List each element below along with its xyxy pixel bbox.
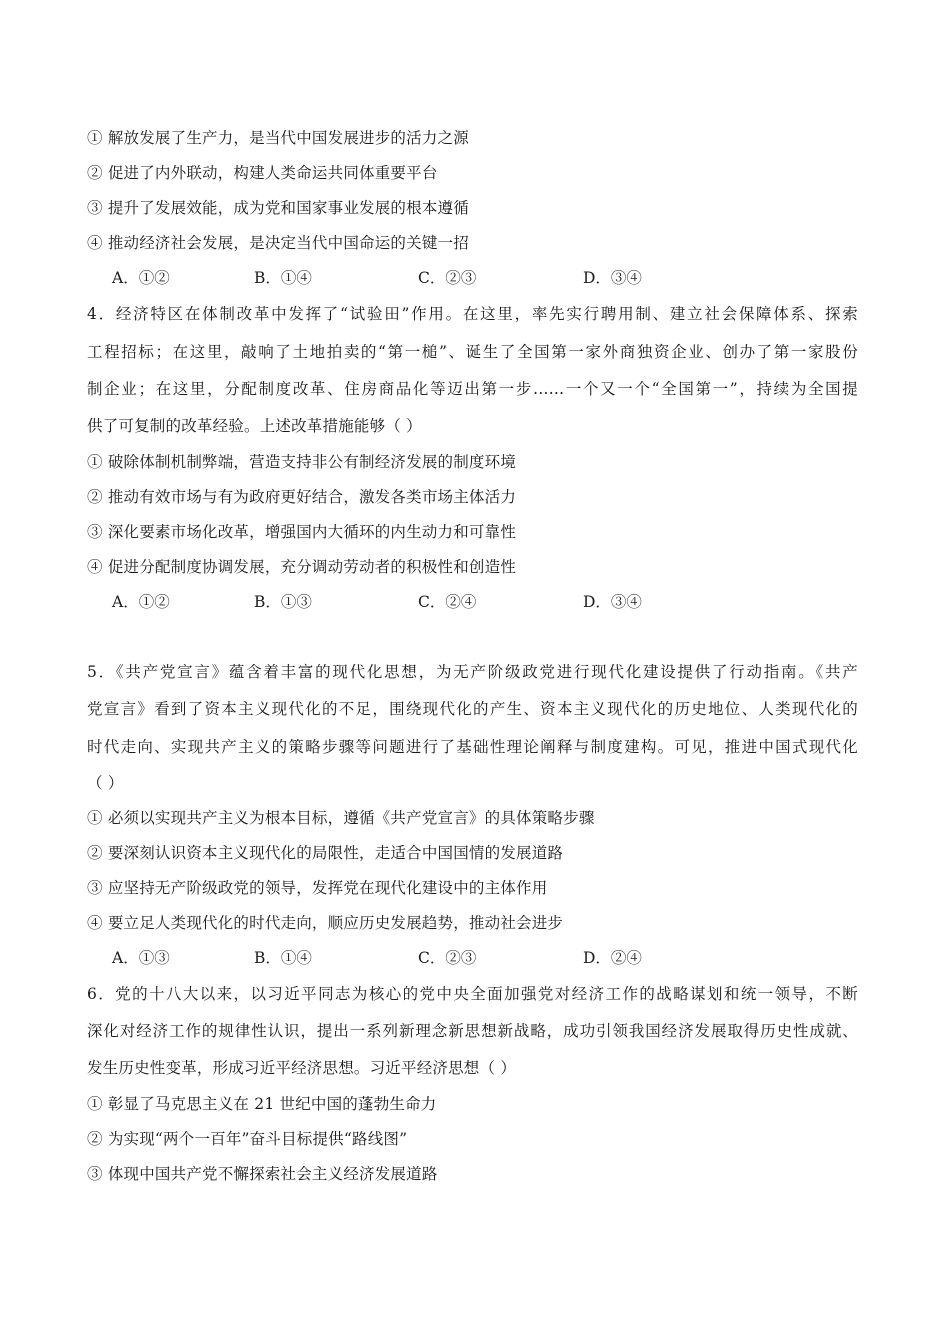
option-d[interactable]: D．③④ [583, 593, 642, 611]
question-stem-line: 深化对经济工作的规律性认识，提出一系列新理念新思想新战略，成功引领我国经济发展取得历史性成就、 [87, 1022, 858, 1040]
question-stem-line: 党宣言》看到了资本主义现代化的不足，围绕现代化的产生、资本主义现代化的历史地位、人类现代化的 [87, 700, 858, 718]
statement-2: ② 推动有效市场与有为政府更好结合，激发各类市场主体活力 [87, 488, 517, 506]
option-a[interactable]: A．①② [112, 269, 170, 287]
option-c[interactable]: C．②③ [418, 949, 477, 967]
statement-2: ② 促进了内外联动，构建人类命运共同体重要平台 [87, 164, 438, 182]
question-stem-line: 制企业；在这里，分配制度改革、住房商品化等迈出第一步……一个又一个“全国第一”，持续为全国提 [87, 380, 858, 398]
statement-4: ④ 要立足人类现代化的时代走向，顺应历史发展趋势，推动社会进步 [87, 914, 564, 932]
statement-4: ④ 促进分配制度协调发展，充分调动劳动者的积极性和创造性 [87, 558, 517, 576]
option-c[interactable]: C．②④ [418, 593, 477, 611]
option-d[interactable]: D．③④ [583, 269, 642, 287]
question-stem-line: 工程招标；在这里，敲响了土地拍卖的“第一槌”、诞生了全国第一家外商独资企业、创办了第一家股份 [87, 343, 858, 361]
statement-1: ① 彰显了马克思主义在 21 世纪中国的蓬勃生命力 [87, 1095, 437, 1113]
statement-2: ② 要深刻认识资本主义现代化的局限性，走适合中国国情的发展道路 [87, 844, 564, 862]
statement-3: ③ 应坚持无产阶级政党的领导，发挥党在现代化建设中的主体作用 [87, 879, 548, 897]
option-b[interactable]: B．①④ [254, 949, 312, 967]
question-stem-line: 供了可复制的改革经验。上述改革措施能够（ ） [87, 417, 422, 435]
option-a[interactable]: A．①③ [112, 949, 170, 967]
option-d[interactable]: D．②④ [583, 949, 642, 967]
question-stem-line: 5．《共产党宣言》蕴含着丰富的现代化思想，为无产阶级政党进行现代化建设提供了行动指南。《共产 [87, 663, 858, 681]
question-stem-line: 时代走向、实现共产主义的策略步骤等问题进行了基础性理论阐释与制度建构。可见，推进中国式现代化 [87, 738, 858, 756]
question-stem-line: 4．经济特区在体制改革中发挥了“试验田”作用。在这里，率先实行聘用制、建立社会保障体系、探索 [87, 305, 858, 323]
statement-3: ③ 提升了发展效能，成为党和国家事业发展的根本遵循 [87, 199, 469, 217]
option-c[interactable]: C．②③ [418, 269, 477, 287]
option-b[interactable]: B．①④ [254, 269, 312, 287]
question-stem-line: 6．党的十八大以来，以习近平同志为核心的党中央全面加强党对经济工作的战略谋划和统一领导，不断 [87, 985, 858, 1003]
statement-4: ④ 推动经济社会发展，是决定当代中国命运的关键一招 [87, 234, 469, 252]
option-b[interactable]: B．①③ [254, 593, 312, 611]
statement-3: ③ 深化要素市场化改革，增强国内大循环的内生动力和可靠性 [87, 523, 517, 541]
statement-1: ① 必须以实现共产主义为根本目标，遵循《共产党宣言》的具体策略步骤 [87, 809, 595, 827]
question-stem-line: （ ） [87, 774, 124, 792]
statement-1: ① 解放发展了生产力，是当代中国发展进步的活力之源 [87, 129, 469, 147]
question-stem-line: 发生历史性变革，形成习近平经济思想。习近平经济思想（ ） [87, 1059, 517, 1077]
statement-2: ② 为实现“两个一百年”奋斗目标提供“路线图” [87, 1130, 408, 1148]
statement-3: ③ 体现中国共产党不懈探索社会主义经济发展道路 [87, 1165, 438, 1183]
statement-1: ① 破除体制机制弊端，营造支持非公有制经济发展的制度环境 [87, 453, 517, 471]
option-a[interactable]: A．①② [112, 593, 170, 611]
